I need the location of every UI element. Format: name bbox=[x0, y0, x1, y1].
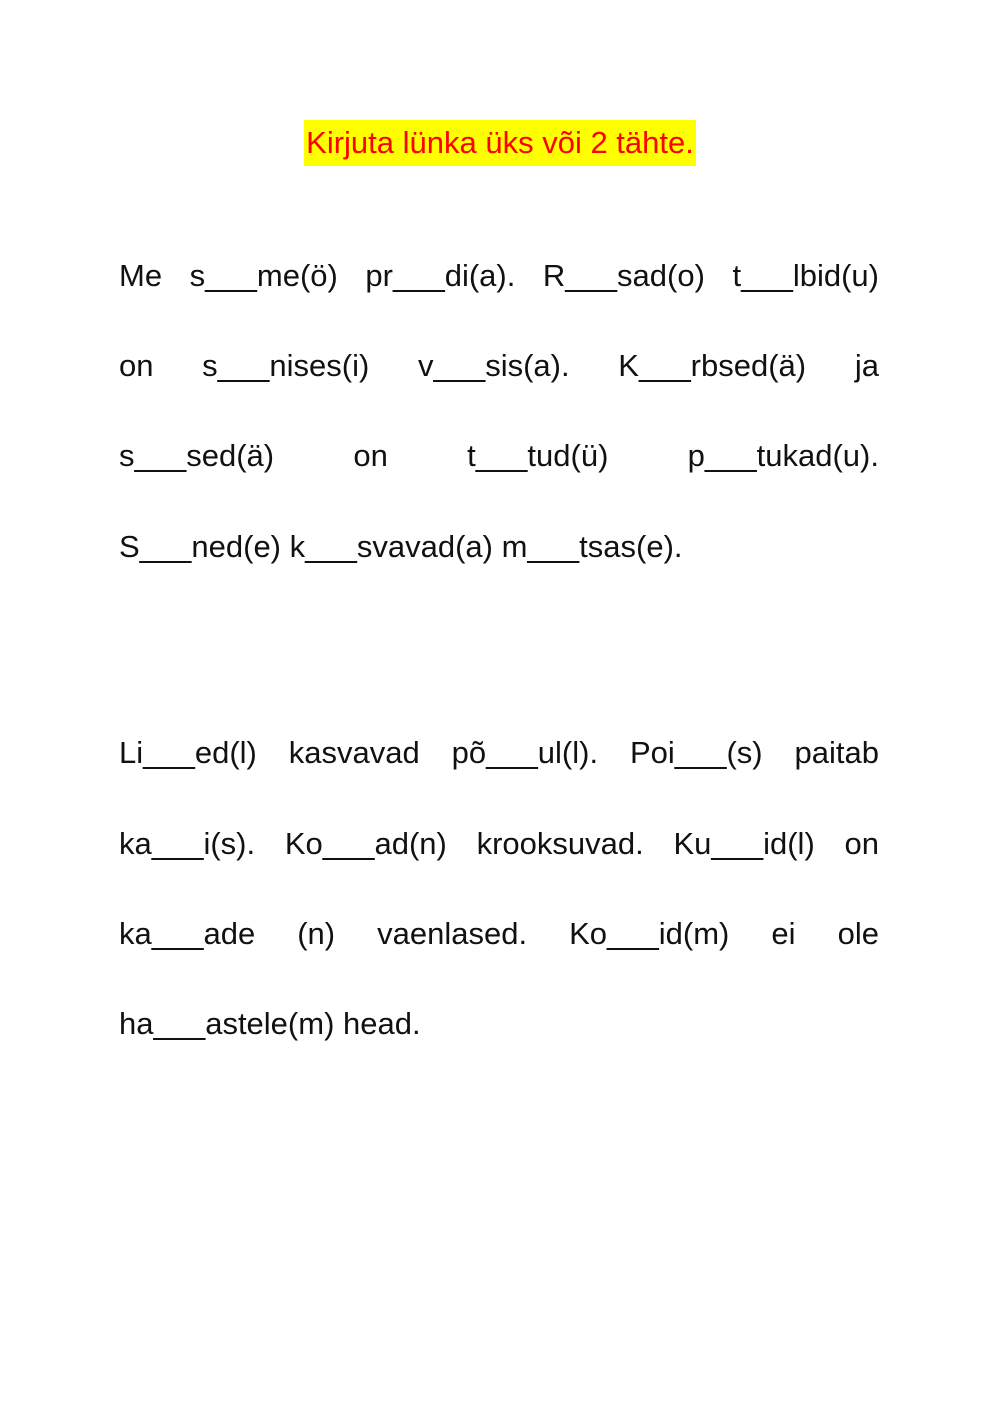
exercise-word: Ko___ad(n) bbox=[284, 826, 447, 861]
exercise1-line-3 bbox=[119, 436, 879, 476]
exercise-word: Ko___id(m) bbox=[569, 916, 730, 951]
exercise-word: krooksuvad. bbox=[476, 826, 644, 861]
exercise-word: kasvavad bbox=[288, 735, 420, 770]
exercise2-line-4 bbox=[119, 1004, 879, 1044]
exercise-word: ka___ade bbox=[119, 916, 256, 951]
exercise-word: ka___i(s). bbox=[119, 826, 256, 861]
exercise-word: v___sis(a). bbox=[417, 348, 570, 383]
exercise-word: s___nises(i) bbox=[202, 348, 370, 383]
exercise-word: vaenlased. bbox=[377, 916, 528, 951]
exercise-word: p___tukad(u). bbox=[687, 438, 879, 473]
exercise-word: k___svavad(a) bbox=[289, 529, 493, 564]
exercise2-line-2 bbox=[119, 824, 879, 864]
exercise-word: S___ned(e) bbox=[119, 529, 282, 564]
exercise-word: Li___ed(l) bbox=[119, 735, 257, 770]
exercise-word: ei bbox=[771, 916, 796, 951]
title-container bbox=[0, 120, 1000, 166]
exercise-word: m___tsas(e). bbox=[501, 529, 683, 564]
exercise-word: s___sed(ä) bbox=[119, 438, 275, 473]
exercise-word: t___tud(ü) bbox=[467, 438, 609, 473]
exercise-word: ha___astele(m) bbox=[119, 1006, 335, 1041]
exercise-word: K___rbsed(ä) bbox=[618, 348, 807, 383]
exercise2-line-1 bbox=[119, 733, 879, 773]
exercise-word: ole bbox=[837, 916, 879, 951]
worksheet-title: Kirjuta lünka üks või 2 tähte. bbox=[304, 120, 696, 166]
exercise-word: R___sad(o) bbox=[542, 258, 705, 293]
exercise-word: s___me(ö) bbox=[189, 258, 338, 293]
exercise-word: on bbox=[844, 826, 879, 861]
exercise1-line-2 bbox=[119, 346, 879, 386]
exercise-word: põ___ul(l). bbox=[451, 735, 599, 770]
exercise2-line-3 bbox=[119, 914, 879, 954]
exercise-word: Ku___id(l) bbox=[673, 826, 815, 861]
exercise-word: Me bbox=[119, 258, 163, 293]
exercise1-line-1 bbox=[119, 256, 879, 296]
exercise-word: on bbox=[119, 348, 154, 383]
exercise-word: (n) bbox=[297, 916, 336, 951]
exercise-word: paitab bbox=[794, 735, 879, 770]
exercise-word: t___lbid(u) bbox=[732, 258, 879, 293]
exercise-word: Poi___(s) bbox=[629, 735, 763, 770]
exercise-word: on bbox=[353, 438, 388, 473]
exercise-word: head. bbox=[343, 1006, 421, 1041]
exercise1-line-4 bbox=[119, 527, 879, 567]
exercise-word: pr___di(a). bbox=[365, 258, 516, 293]
exercise-word: ja bbox=[854, 348, 879, 383]
